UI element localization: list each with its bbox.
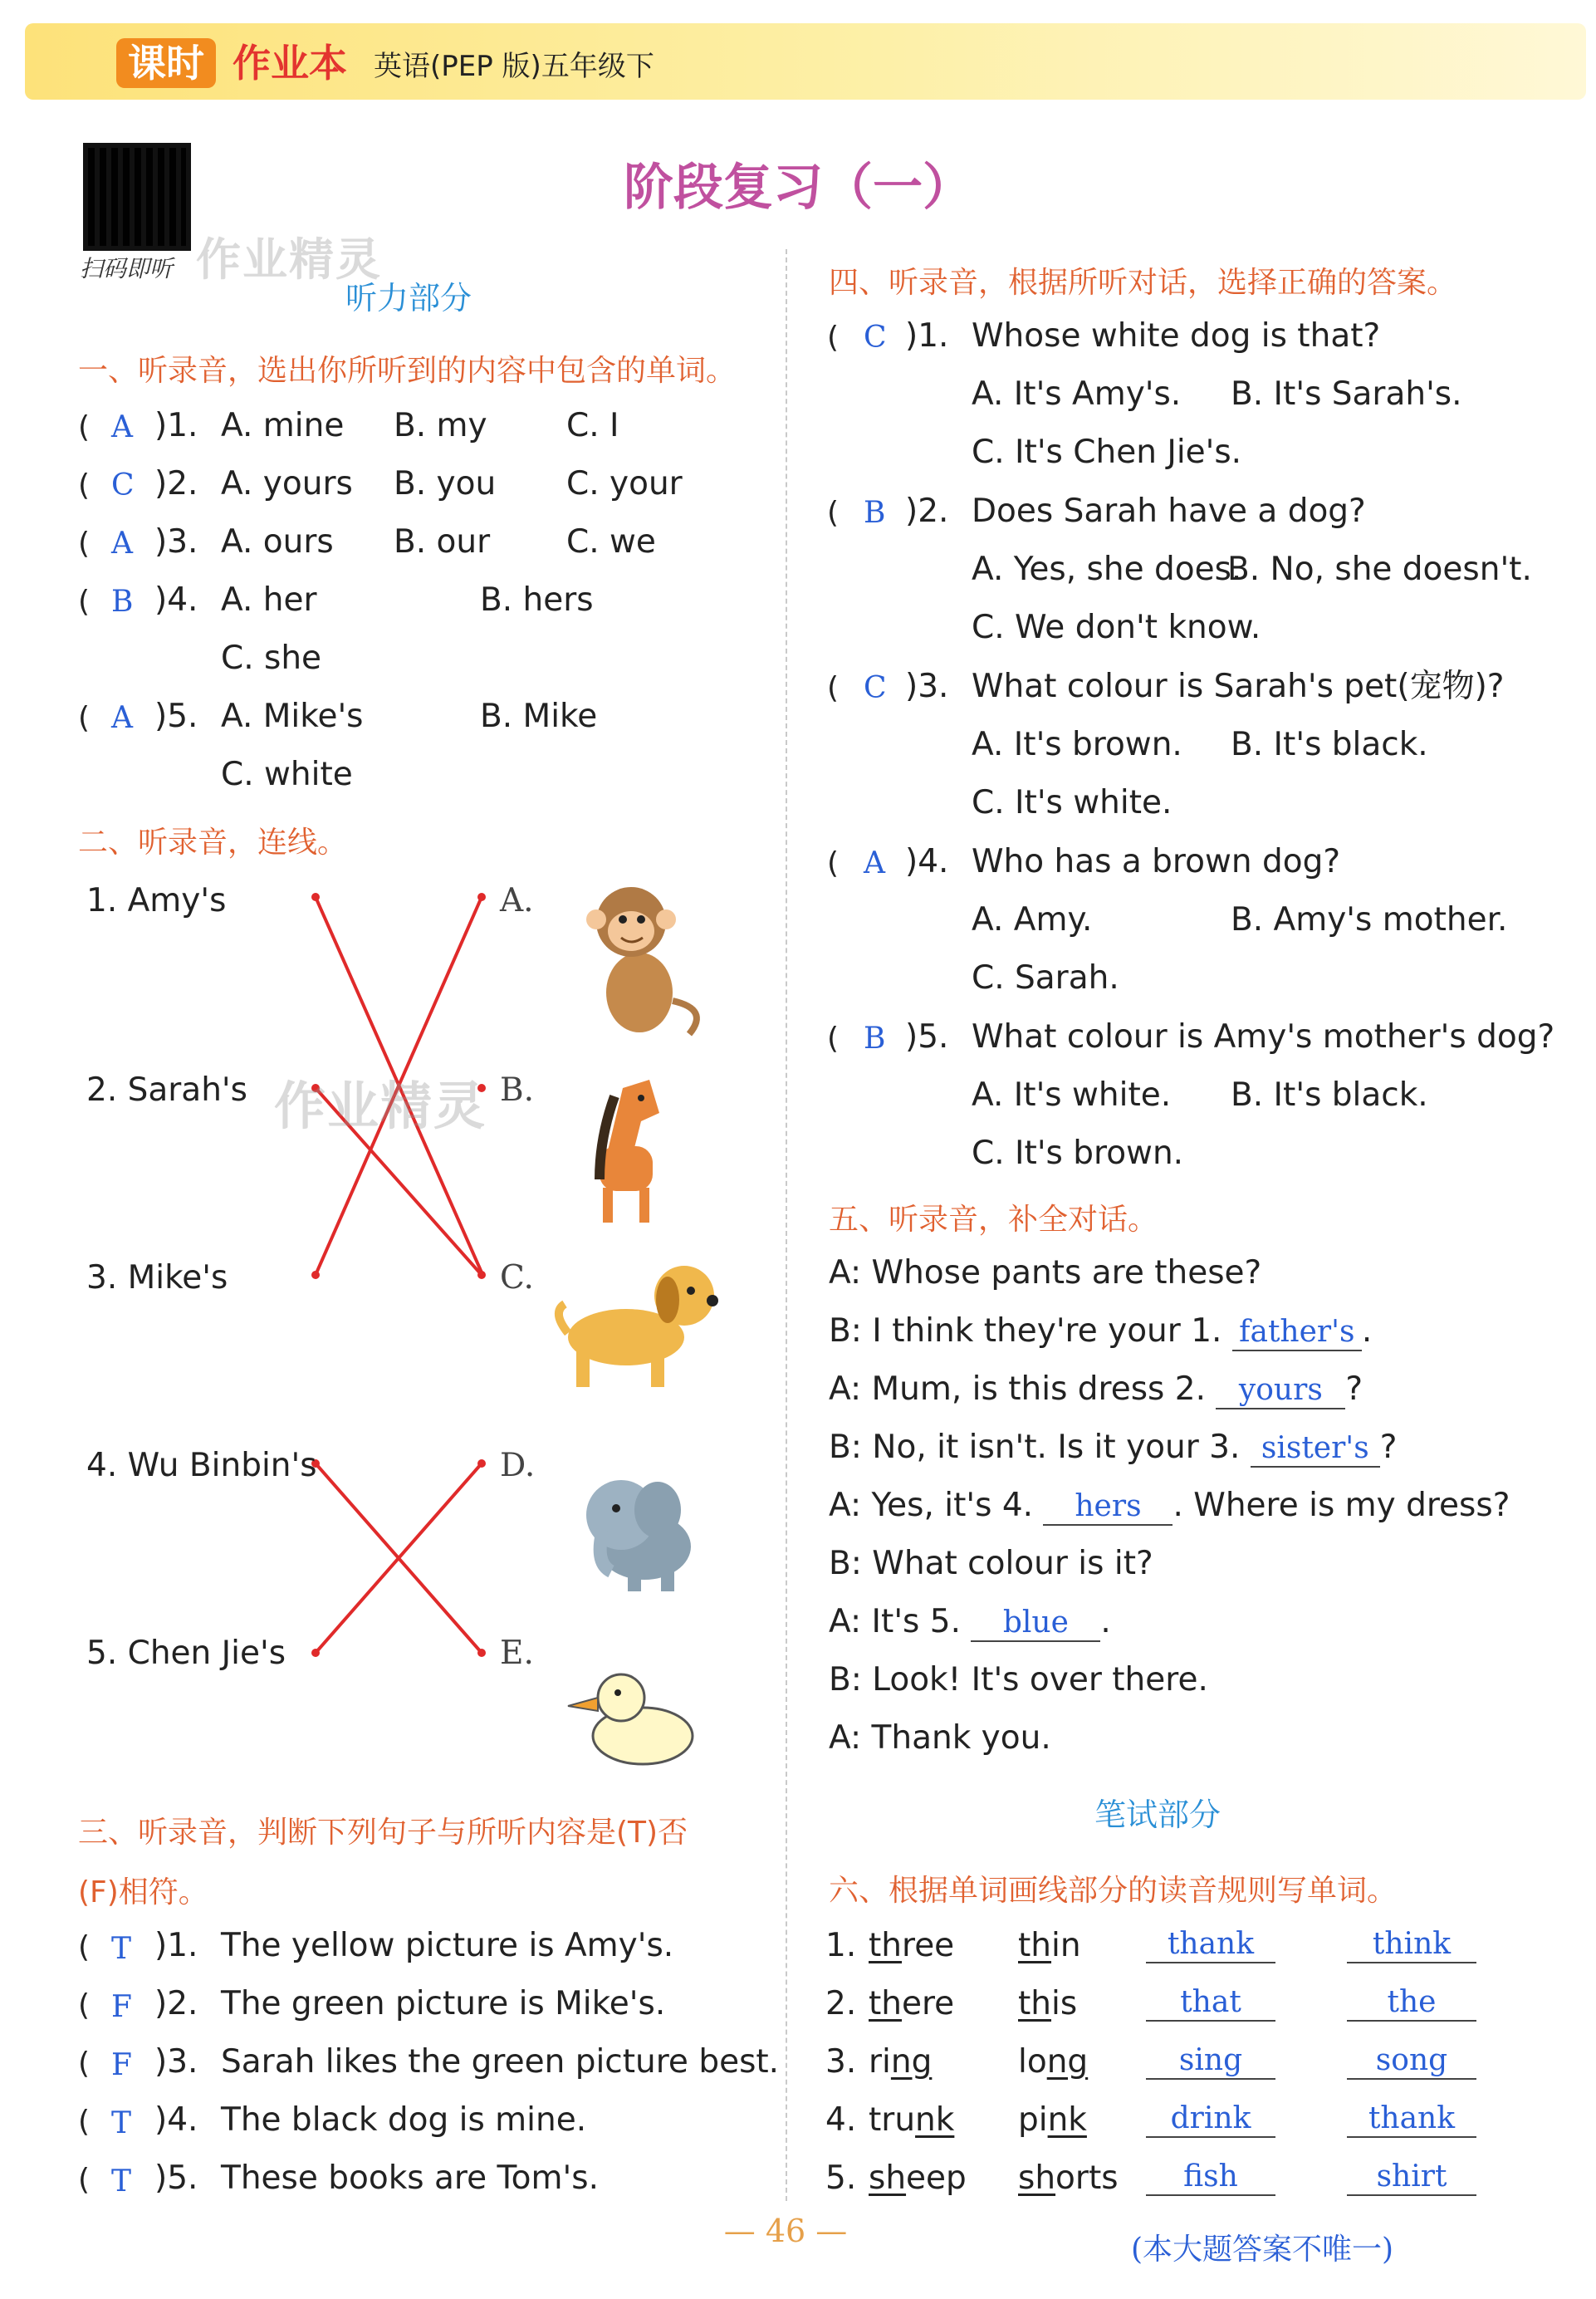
s1-option-c: C. she [221, 640, 322, 677]
s4-option-c: C. It's Chen Jie's. [972, 434, 1242, 471]
s6-num: 3. [825, 2043, 857, 2081]
listening-label: 听力部分 [345, 280, 472, 316]
s4-answer[interactable]: C [864, 321, 887, 355]
s4-option-b: B. Amy's mother. [1231, 901, 1508, 939]
s3-paren-open: ( [78, 2047, 91, 2081]
horse-icon [575, 1063, 674, 1229]
s5-blank-5[interactable]: blue [971, 1605, 1100, 1642]
s6-answer-1[interactable]: drink [1146, 2101, 1275, 2138]
s1-paren-open: ( [78, 410, 91, 444]
s4-option-b: B. It's Sarah's. [1231, 375, 1462, 413]
s1-heading: 一、听录音，选出你所听到的内容中包含的单词。 [78, 354, 737, 388]
s4-answer[interactable]: C [864, 671, 887, 705]
s1-answer[interactable]: C [111, 468, 135, 502]
s4-num: )4. [905, 843, 949, 880]
s6-answer-2[interactable]: shirt [1347, 2159, 1476, 2196]
s1-num: )3. [154, 523, 198, 561]
s4-question: Whose white dog is that? [972, 317, 1381, 355]
dot-right-a [477, 893, 486, 901]
s3-heading-2: (F)相符。 [78, 1875, 208, 1909]
s3-answer[interactable]: F [111, 1990, 132, 2024]
s5-line-4: B: No, it isn't. Is it your 3. sister's ? [829, 1429, 1398, 1466]
s3-answer[interactable]: T [111, 1932, 132, 1966]
s4-answer[interactable]: B [864, 1022, 886, 1056]
s4-option-c: C. It's white. [972, 784, 1173, 821]
dot-left-1 [311, 893, 320, 901]
dot-right-e [477, 1649, 486, 1657]
s5-line-9: A: Thank you. [829, 1719, 1051, 1757]
s1-option-b: B. you [394, 465, 497, 502]
s1-option-c: C. I [566, 407, 619, 444]
s4-question: What colour is Amy's mother's dog? [972, 1018, 1555, 1056]
s3-text: Sarah likes the green picture best. [221, 2043, 780, 2081]
s1-option-a: A. ours [221, 523, 334, 561]
s6-num: 5. [825, 2159, 857, 2197]
s3-paren-open: ( [78, 1930, 91, 1964]
s1-paren-open: ( [78, 468, 91, 502]
s3-answer[interactable]: T [111, 2106, 132, 2140]
dot-left-3 [311, 1271, 320, 1279]
s4-option-b: B. It's black. [1231, 1076, 1428, 1114]
s3-num: )2. [154, 1985, 198, 2022]
s6-word-1: sheep [869, 2159, 967, 2197]
s1-num: )5. [154, 698, 198, 735]
dot-right-c [477, 1271, 486, 1279]
s4-option-b: B. No, she doesn't. [1227, 551, 1532, 588]
s1-answer[interactable]: A [111, 527, 133, 561]
s2-right-label: B. [500, 1071, 535, 1109]
s6-note: (本大题答案不唯一) [1131, 2233, 1394, 2267]
s6-answer-2[interactable]: song [1347, 2043, 1476, 2080]
brand-name: 作业本 [233, 41, 347, 86]
s6-num: 1. [825, 1927, 857, 1964]
s6-answer-1[interactable]: sing [1146, 2043, 1275, 2080]
s1-option-b: B. my [394, 407, 487, 444]
s5-line-1: A: Whose pants are these? [829, 1254, 1262, 1292]
s3-text: The green picture is Mike's. [221, 1985, 666, 2022]
s1-num: )4. [154, 581, 198, 619]
brand-logo: 课时 [116, 38, 216, 88]
s4-option-b: B. It's black. [1231, 726, 1428, 763]
s5-line-2: B: I think they're your 1. father's . [829, 1312, 1373, 1350]
s5-blank-1[interactable]: father's [1232, 1315, 1362, 1351]
s4-heading: 四、听录音，根据所听对话，选择正确的答案。 [829, 266, 1457, 300]
elephant-icon [570, 1463, 703, 1596]
s5-line-5: A: Yes, it's 4. hers . Where is my dress? [829, 1487, 1510, 1524]
subject-label: 英语(PEP 版)五年级下 [374, 50, 654, 83]
s5-line-3: A: Mum, is this dress 2. yours ? [829, 1370, 1363, 1408]
s1-answer[interactable]: B [111, 585, 134, 619]
s1-paren-open: ( [78, 527, 91, 561]
s1-paren-open: ( [78, 585, 91, 619]
duck-icon [560, 1661, 701, 1769]
s6-word-1: ring [869, 2043, 933, 2081]
monkey-icon [573, 876, 706, 1042]
s5-line-8: B: Look! It's over there. [829, 1661, 1208, 1699]
s6-word-1: trunk [869, 2101, 955, 2139]
s2-left-item: 2. Sarah's [86, 1071, 247, 1109]
s5-line-6: B: What colour is it? [829, 1545, 1153, 1582]
s2-left-item: 4. Wu Binbin's [86, 1447, 317, 1484]
s4-option-a: A. It's white. [972, 1076, 1172, 1114]
s3-text: The black dog is mine. [221, 2101, 587, 2139]
s6-heading: 六、根据单词画线部分的读音规则写单词。 [829, 1874, 1398, 1908]
s6-answer-1[interactable]: fish [1146, 2159, 1275, 2196]
s5-blank-2[interactable]: yours [1216, 1373, 1345, 1409]
s2-left-item: 3. Mike's [86, 1259, 228, 1297]
s2-left-item: 5. Chen Jie's [86, 1635, 286, 1672]
s2-right-label: E. [500, 1635, 534, 1672]
s6-num: 2. [825, 1985, 857, 2022]
s4-option-a: A. It's Amy's. [972, 375, 1182, 413]
s2-heading: 二、听录音，连线。 [78, 826, 348, 860]
s2-left-item: 1. Amy's [86, 882, 227, 919]
watermark-2: 作业精灵 [274, 1076, 487, 1136]
s3-paren-open: ( [78, 2105, 91, 2139]
s4-option-a: A. Yes, she does. [972, 551, 1242, 588]
s1-option-c: C. white [221, 756, 353, 793]
s1-option-a: A. yours [221, 465, 353, 502]
s6-word-2: long [1018, 2043, 1089, 2081]
s4-num: )1. [905, 317, 949, 355]
dog-icon [551, 1254, 726, 1395]
s1-num: )1. [154, 407, 198, 444]
s1-option-c: C. we [566, 523, 656, 561]
s4-option-a: A. It's brown. [972, 726, 1182, 763]
s4-answer[interactable]: A [864, 846, 885, 880]
s1-option-b: B. our [394, 523, 491, 561]
s3-num: )4. [154, 2101, 198, 2139]
s1-option-b: B. hers [480, 581, 594, 619]
s1-option-c: C. your [566, 465, 683, 502]
s3-text: These books are Tom's. [221, 2159, 599, 2197]
s6-word-1: three [869, 1927, 955, 1964]
s3-num: )5. [154, 2159, 198, 2197]
s4-paren-open: ( [827, 496, 840, 530]
s4-option-c: C. We don't know. [972, 609, 1261, 646]
s1-answer[interactable]: A [111, 410, 133, 444]
s2-right-label: C. [500, 1259, 534, 1297]
s4-num: )3. [905, 668, 949, 705]
s4-question: What colour is Sarah's pet(宠物)? [972, 668, 1505, 705]
s3-num: )1. [154, 1927, 198, 1964]
s5-blank-4[interactable]: hers [1043, 1489, 1173, 1526]
s6-num: 4. [825, 2101, 857, 2139]
s6-answer-1[interactable]: that [1146, 1985, 1275, 2022]
s6-word-1: there [869, 1985, 955, 2022]
s3-answer[interactable]: F [111, 2048, 132, 2082]
s1-option-b: B. Mike [480, 698, 598, 735]
writing-label: 笔试部分 [1094, 1797, 1221, 1833]
s3-num: )3. [154, 2043, 198, 2081]
s4-paren-open: ( [827, 846, 840, 880]
s1-option-a: A. her [221, 581, 317, 619]
s6-answer-1[interactable]: thank [1146, 1927, 1275, 1963]
s4-paren-open: ( [827, 321, 840, 355]
s4-num: )5. [905, 1018, 949, 1056]
s4-question: Does Sarah have a dog? [972, 493, 1366, 530]
s4-answer[interactable]: B [864, 496, 886, 530]
s4-paren-open: ( [827, 671, 840, 705]
dot-right-d [477, 1459, 486, 1468]
page-title: 阶段复习（一） [624, 159, 972, 217]
s6-answer-2[interactable]: think [1347, 1927, 1476, 1963]
s4-question: Who has a brown dog? [972, 843, 1341, 880]
s4-num: )2. [905, 493, 949, 530]
s2-right-label: A. [500, 882, 534, 919]
s3-text: The yellow picture is Amy's. [221, 1927, 674, 1964]
s1-num: )2. [154, 465, 198, 502]
s6-answer-2[interactable]: the [1347, 1985, 1476, 2022]
s3-heading-1: 三、听录音，判断下列句子与所听内容是(T)否 [78, 1816, 688, 1850]
s6-word-2: pink [1018, 2101, 1087, 2139]
s1-answer[interactable]: A [111, 701, 133, 735]
s5-line-7: A: It's 5. blue . [829, 1603, 1111, 1640]
s5-blank-3[interactable]: sister's [1251, 1431, 1380, 1468]
s1-paren-open: ( [78, 701, 91, 735]
s5-heading: 五、听录音，补全对话。 [829, 1203, 1158, 1237]
s3-paren-open: ( [78, 1988, 91, 2022]
s3-paren-open: ( [78, 2163, 91, 2197]
s4-option-a: A. Amy. [972, 901, 1093, 939]
watermark-1: 作业精灵 [196, 233, 382, 286]
s6-word-2: shorts [1018, 2159, 1119, 2197]
s6-word-2: thin [1018, 1927, 1081, 1964]
qr-label: 扫码即听 [80, 255, 174, 282]
s4-option-c: C. Sarah. [972, 959, 1119, 997]
s3-answer[interactable]: T [111, 2164, 132, 2199]
s4-option-c: C. It's brown. [972, 1135, 1184, 1172]
s2-right-label: D. [500, 1447, 536, 1484]
s6-answer-2[interactable]: thank [1347, 2101, 1476, 2138]
s1-option-a: A. Mike's [221, 698, 364, 735]
page-number: — 46 — [723, 2213, 848, 2249]
dot-left-5 [311, 1649, 320, 1657]
s6-word-2: this [1018, 1985, 1078, 2022]
s1-option-a: A. mine [221, 407, 345, 444]
s4-paren-open: ( [827, 1022, 840, 1056]
